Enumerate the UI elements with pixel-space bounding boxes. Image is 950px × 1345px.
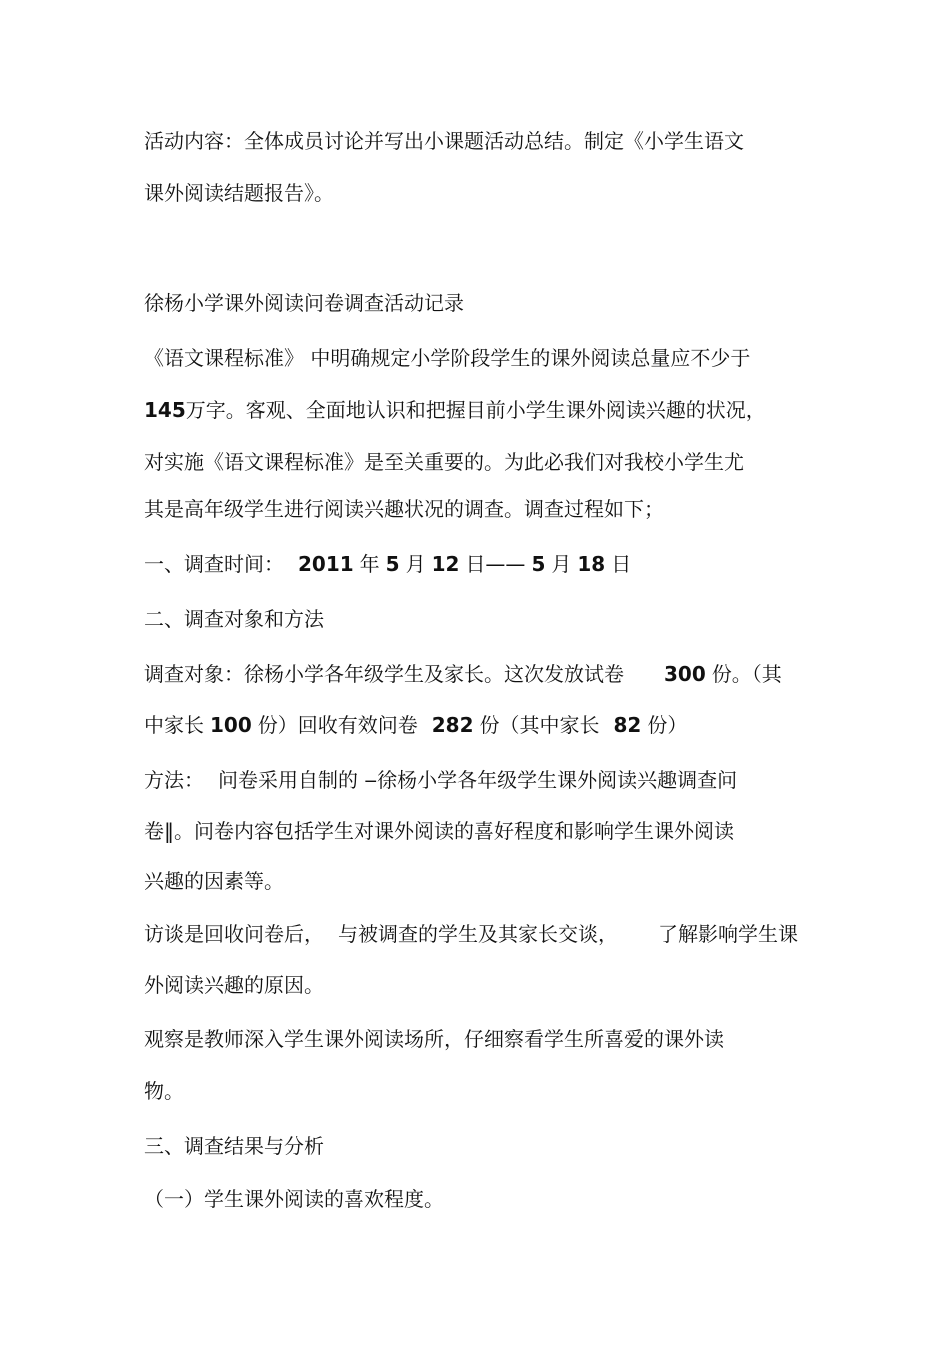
method-label: 方法： <box>144 768 204 792</box>
survey-start-month-unit: 月 <box>405 552 426 576</box>
survey-start-day-unit: 日—— <box>465 552 526 576</box>
survey-year: 2011 <box>298 552 354 576</box>
papers-issued: 300 <box>664 662 706 686</box>
activity-line-1: 活动内容：全体成员讨论并写出小课题活动总结。制定《小学生语文 <box>144 129 744 153</box>
interview-line-1 <box>144 920 798 948</box>
word-count-number: 145 <box>144 398 186 422</box>
intro-line-4: 其是高年级学生进行阅读兴趣状况的调查。调查过程如下； <box>144 497 664 521</box>
survey-time-label: 一、调查时间： <box>144 552 284 576</box>
subjects-line-2-d: 份） <box>647 713 688 737</box>
interview-line-2: 外阅读兴趣的原因。 <box>144 973 324 997</box>
survey-start-day: 12 <box>431 552 460 576</box>
survey-time-line <box>144 550 631 578</box>
method-line-3: 兴趣的因素等。 <box>144 869 284 893</box>
section-2-heading: 二、调查对象和方法 <box>144 607 324 631</box>
survey-end-month: 5 <box>531 552 546 576</box>
interview-part-a: 访谈是回收问卷后， <box>144 922 324 946</box>
record-title: 徐杨小学课外阅读问卷调查活动记录 <box>144 291 464 315</box>
survey-start-month: 5 <box>385 552 400 576</box>
activity-line-2: 课外阅读结题报告》。 <box>144 181 334 205</box>
observation-line-1: 观察是教师深入学生课外阅读场所，仔细察看学生所喜爱的课外读 <box>144 1027 724 1051</box>
valid-returned: 282 <box>431 713 474 737</box>
survey-end-day: 18 <box>577 552 606 576</box>
subjects-text: 调查对象：徐杨小学各年级学生及家长。这次发放试卷 <box>144 662 624 686</box>
survey-end-month-unit: 月 <box>551 552 572 576</box>
method-line-1 <box>144 766 737 794</box>
survey-end-day-unit: 日 <box>611 552 632 576</box>
subjects-line-1 <box>144 660 782 688</box>
survey-year-unit: 年 <box>359 552 380 576</box>
subjects-line-1-tail: 份。（其 <box>711 662 782 686</box>
observation-line-2: 物。 <box>144 1079 184 1103</box>
subjects-line-2 <box>144 711 687 739</box>
subjects-line-2-b: 份）回收有效问卷 <box>257 713 418 737</box>
subsection-1-heading: （一）学生课外阅读的喜欢程度。 <box>144 1187 444 1211</box>
intro-line-2-text: 万字。客观、全面地认识和把握目前小学生课外阅读兴趣的状况， <box>185 398 766 422</box>
intro-line-2 <box>144 396 766 424</box>
parents-returned: 82 <box>613 713 642 737</box>
intro-line-3: 对实施《语文课程标准》是至关重要的。为此必我们对我校小学生尤 <box>144 450 744 474</box>
method-line-2: 卷‖。问卷内容包括学生对课外阅读的喜好程度和影响学生课外阅读 <box>144 819 734 843</box>
method-text: 问卷采用自制的 ‒徐杨小学各年级学生课外阅读兴趣调查问 <box>218 768 738 792</box>
section-3-heading: 三、调查结果与分析 <box>144 1134 324 1158</box>
parents-issued: 100 <box>210 713 252 737</box>
subjects-line-2-a: 中家长 <box>144 713 204 737</box>
interview-part-b: 与被调查的学生及其家长交谈， <box>338 922 618 946</box>
intro-line-1: 《语文课程标准》 中明确规定小学阶段学生的课外阅读总量应不少于 <box>144 346 751 370</box>
subjects-line-2-c: 份（其中家长 <box>479 713 600 737</box>
interview-part-c: 了解影响学生课 <box>658 922 798 946</box>
